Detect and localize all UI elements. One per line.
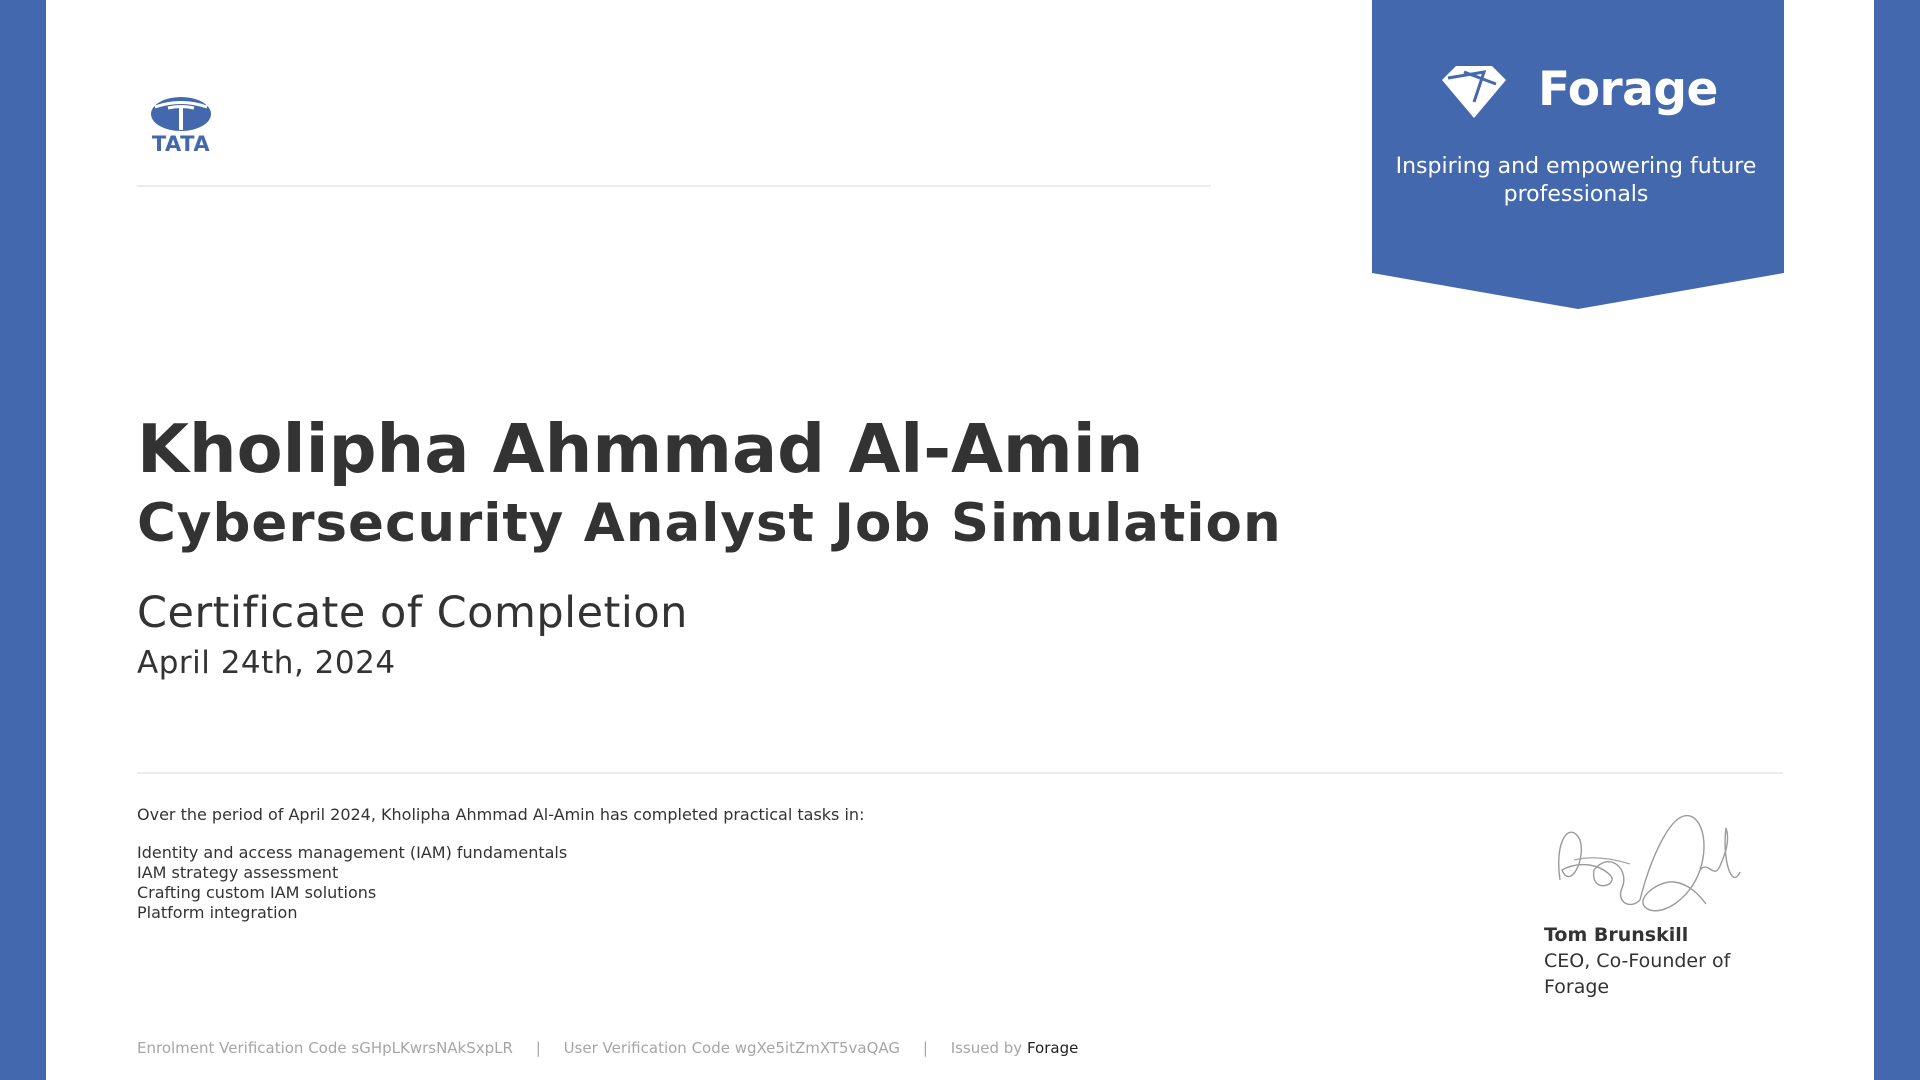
signature-image: [1550, 800, 1750, 920]
left-border-bar: [0, 0, 46, 1080]
forage-gem-icon: [1434, 62, 1514, 122]
content-divider: [137, 772, 1783, 774]
tata-logo: [138, 96, 224, 160]
issued-by-label: Issued by: [950, 1039, 1023, 1057]
verification-footer: [137, 1039, 1078, 1057]
user-verification-code: User Verification Code wgXe5itZmXT5vaQAG: [563, 1039, 901, 1057]
enrolment-verification-code: Enrolment Verification Code sGHpLKwrsNAkSxpLR: [137, 1039, 513, 1057]
completion-date: April 24th, 2024: [137, 645, 396, 681]
forage-wordmark: Forage: [1538, 62, 1718, 117]
forage-ribbon: [1372, 0, 1784, 310]
header-divider: [137, 185, 1211, 187]
footer-separator: |: [922, 1039, 928, 1057]
right-border-bar: [1874, 0, 1920, 1080]
certificate-title: Certificate of Completion: [137, 588, 688, 638]
completion-summary: Over the period of April 2024, Kholipha Ahmmad Al-Amin has completed practical tasks in:: [137, 805, 865, 824]
task-item: Platform integration: [137, 903, 298, 922]
footer-separator: |: [535, 1039, 541, 1057]
task-list: [137, 843, 567, 923]
task-item: Identity and access management (IAM) fundamentals: [137, 843, 568, 862]
task-item: Crafting custom IAM solutions: [137, 883, 377, 902]
signer-role: CEO, Co-Founder of Forage: [1544, 950, 1731, 998]
forage-tagline: Inspiring and empowering future professionals: [1395, 154, 1757, 207]
issuer-name: Forage: [1026, 1039, 1079, 1057]
recipient-name: Kholipha Ahmmad Al-Amin: [137, 410, 1144, 488]
program-title: Cybersecurity Analyst Job Simulation: [137, 493, 1282, 554]
tata-wordmark: TATA: [151, 132, 211, 156]
signer-name: Tom Brunskill: [1544, 924, 1689, 946]
tata-emblem-icon: [138, 96, 224, 134]
task-item: IAM strategy assessment: [137, 863, 339, 882]
